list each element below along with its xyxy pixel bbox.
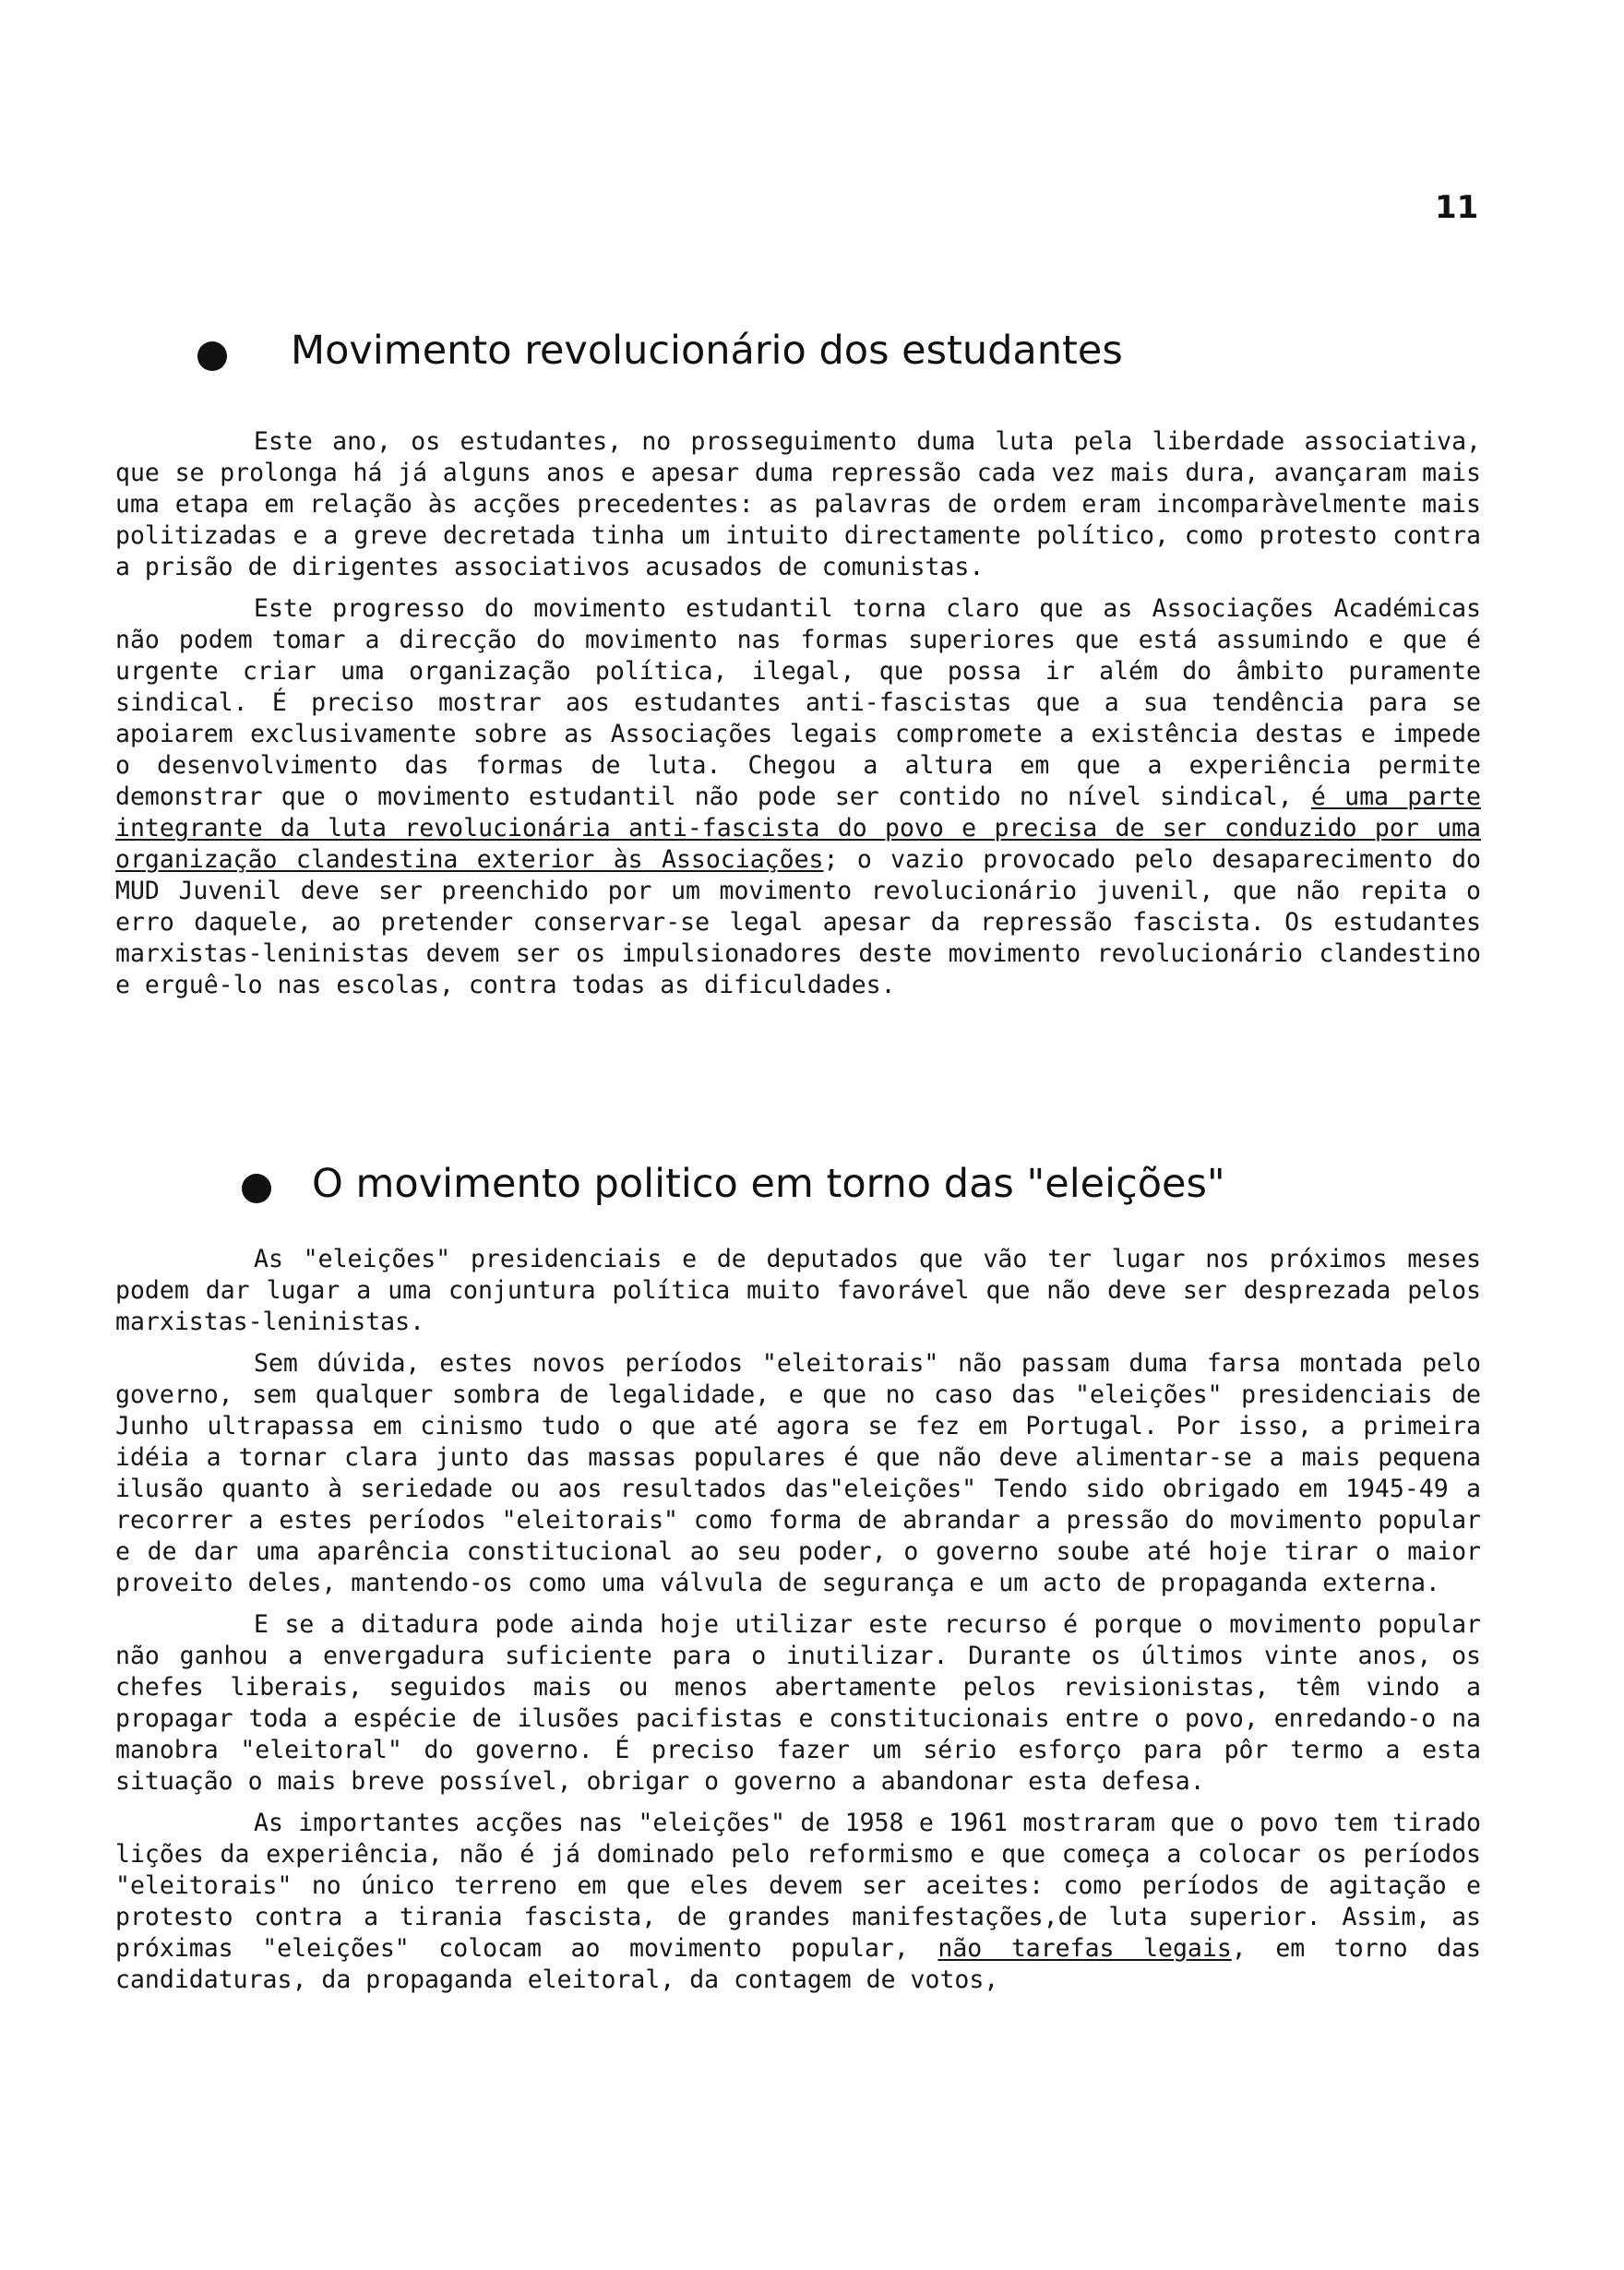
section-heading-students: Movimento revolucionário dos estudantes xyxy=(291,328,1123,374)
underlined-text: é uma parte integrante da luta revolucionária anti-fascista do povo e precisa de ser conduzido por uma organização clandestina exterior às Associações xyxy=(115,783,1481,874)
section-body-students xyxy=(115,426,1481,1011)
paragraph: As "eleições" presidenciais e de deputados que vão ter lugar nos próximos meses podem dar lugar a uma conjuntura política muito favorável que não deve ser desprezada pelos marxistas-leninistas. xyxy=(115,1245,1481,1336)
section-heading-elections: O movimento politico em torno das "eleições" xyxy=(312,1161,1225,1207)
bullet-icon xyxy=(197,341,227,371)
paragraph xyxy=(115,593,1481,1001)
page-number: 11 xyxy=(1435,189,1479,226)
text-run: Este progresso do movimento estudantil torna claro que as Associações Académicas não podem tomar a direcção do movimento nas formas superiores que está assumindo e que é urgente criar uma organização política, ilegal, que possa ir além do âmbito puramente sindical. É preciso mostrar aos estudantes anti-fascistas que a sua tendência para se apoiarem exclusivamente sobre as Associações legais compromete a existência destas e impede o desenvolvimento das formas de luta. Chegou a altura em que a experiência permite demonstrar que o movimento estudantil não pode ser contido no nível sindical, xyxy=(115,594,1481,811)
paragraph: Sem dúvida, estes novos períodos "eleitorais" não passam duma farsa montada pelo governo, sem qualquer sombra de legalidade, e que no caso das "eleições" presidenciais de Junho ultrapassa em cinismo tudo o que até agora se fez em Portugal. Por isso, a primeira idéia a tornar clara junto das massas populares é que não deve alimentar-se a mais pequena ilusão quanto à seriedade ou aos resultados das"eleições" Tendo sido obrigado em 1945-49 a recorrer a estes períodos "eleitorais" como forma de abrandar a pressão do movimento popular e de dar uma aparência constitucional ao seu poder, o governo soube até hoje tirar o maior proveito deles, mantendo-os como uma válvula de segurança e um acto de propaganda externa. xyxy=(115,1349,1481,1597)
section-body-elections xyxy=(115,1244,1481,2006)
text-run: As importantes acções nas "eleições" de 1958 e 1961 mostraram que o povo tem tirado lições da experiência, não é já dominado pelo reformismo e que começa a colocar os períodos "eleitorais" no único terreno em que eles devem ser aceites: como períodos de agitação e protesto contra a tirania fascista, de grandes manifestações,de luta superior. Assim, as próximas "eleições" colocam ao movimento popular, xyxy=(115,1809,1481,1963)
text-run: ; o vazio provocado pelo desaparecimento do MUD Juvenil deve ser preenchido por um movimento revolucionário juvenil, que não repita o erro daquele, ao pretender conservar-se legal apesar da repressão fascista. Os estudantes marxistas-leninistas devem ser os impulsionadores deste movimento revolucionário clandestino e erguê-lo nas escolas, contra todas as dificuldades. xyxy=(115,845,1481,999)
text-run: , em torno das candidaturas, da propaganda eleitoral, da contagem de votos, xyxy=(115,1934,1481,1994)
bullet-icon xyxy=(242,1174,271,1203)
paragraph: Este ano, os estudantes, no prosseguimento duma luta pela liberdade associativa, que se prolonga há já alguns anos e apesar duma repressão cada vez mais dura, avançaram mais uma etapa em relação às acções precedentes: as palavras de ordem eram incomparàvelmente mais politizadas e a greve decretada tinha um intuito directamente político, como protesto contra a prisão de dirigentes associativos acusados de comunistas. xyxy=(115,427,1481,581)
paragraph xyxy=(115,1808,1481,1996)
paragraph: E se a ditadura pode ainda hoje utilizar este recurso é porque o movimento popular não ganhou a envergadura suficiente para o inutilizar. Durante os últimos vinte anos, os chefes liberais, seguidos mais ou menos abertamente pelos revisionistas, têm vindo a propagar toda a espécie de ilusões pacifistas e constitucionais entre o povo, enredando-o na manobra "eleitoral" do governo. É preciso fazer um sério esforço para pôr termo a esta situação o mais breve possível, obrigar o governo a abandonar esta defesa. xyxy=(115,1610,1481,1796)
underlined-text: não tarefas legais xyxy=(937,1934,1232,1963)
